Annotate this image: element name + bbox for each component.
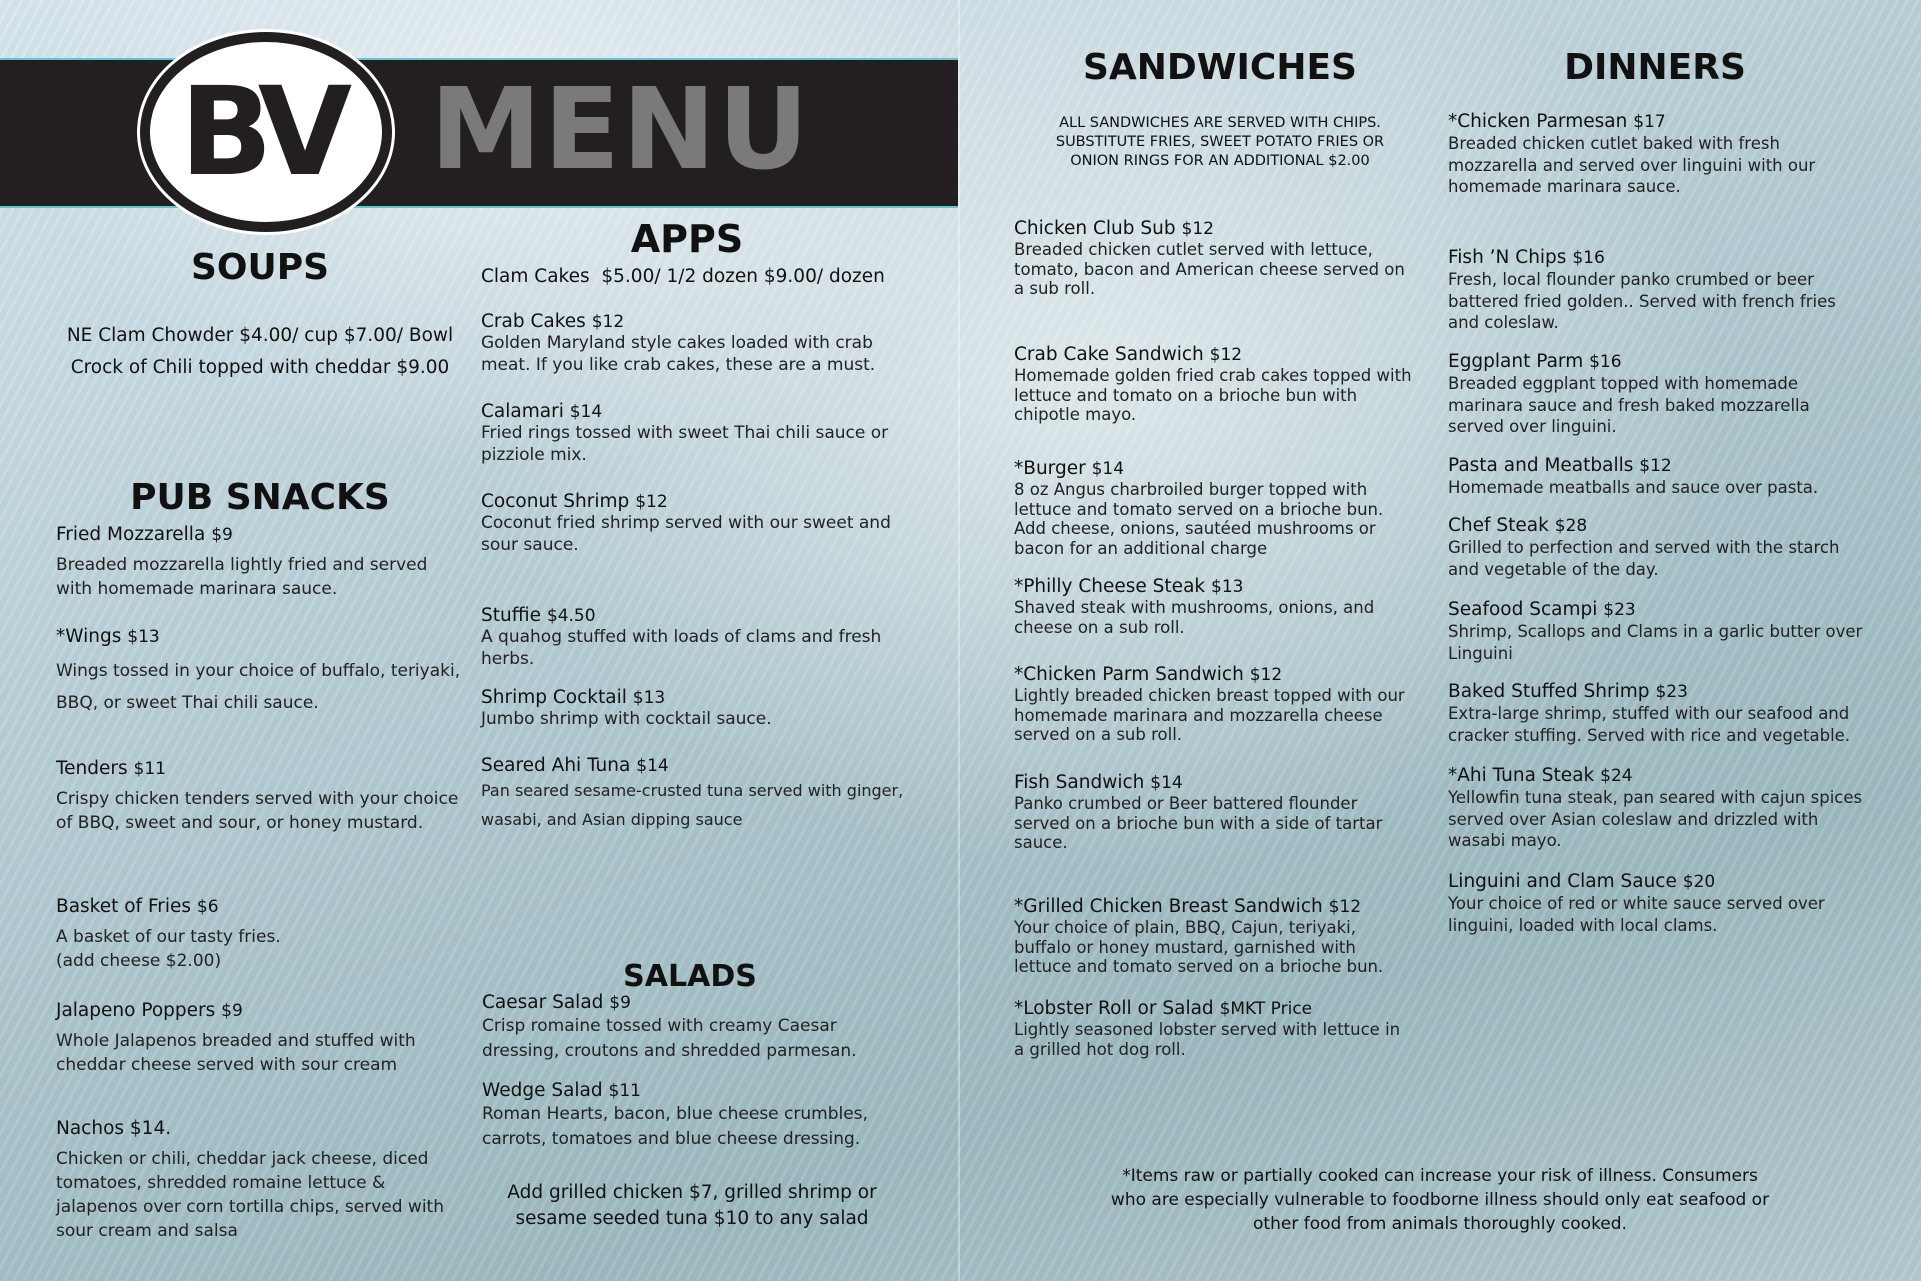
item-name: *Chicken Parm Sandwich <box>1014 664 1244 685</box>
item-desc: Homemade meatballs and sauce over pasta. <box>1448 478 1819 498</box>
menu-item <box>481 491 911 605</box>
item-price: $12 <box>1181 219 1214 239</box>
item-price: $20 <box>1682 872 1716 892</box>
soup-line: Crock of Chili topped with cheddar $9.00 <box>70 357 450 379</box>
menu-item <box>1014 998 1414 1059</box>
item-name: Coconut Shrimp <box>481 491 630 512</box>
item-desc: Golden Maryland style cakes loaded with crab meat. If you like crab cakes, these are a must. <box>481 333 876 375</box>
item-desc: Wings tossed in your choice of buffalo, teriyaki, BBQ, or sweet Thai chili sauce. <box>56 661 461 713</box>
item-desc: Breaded chicken cutlet served with lettuce, tomato, bacon and American cheese served on a sub roll. <box>1014 240 1405 299</box>
menu-item <box>1448 871 1868 936</box>
item-price: $12 <box>1328 897 1362 917</box>
menu-item <box>482 992 912 1080</box>
menu-item <box>56 1000 466 1118</box>
item-name: Linguini and Clam Sauce <box>1448 871 1677 892</box>
pub-snacks-list <box>56 524 466 1243</box>
panel-divider <box>958 0 960 1281</box>
menu-item <box>1448 765 1868 871</box>
menu-item <box>1014 896 1414 998</box>
menu-item <box>1014 664 1414 772</box>
bv-logo <box>140 32 392 232</box>
item-name: *Ahi Tuna Steak <box>1448 765 1595 786</box>
item-name: Fish Sandwich <box>1014 772 1145 793</box>
menu-item <box>481 605 911 687</box>
item-name: Seared Ahi Tuna <box>481 755 631 776</box>
item-desc: Shrimp, Scallops and Clams in a garlic butter over Linguini <box>1448 622 1863 663</box>
item-price: $14 <box>1091 459 1125 479</box>
item-name: Eggplant Parm <box>1448 351 1584 372</box>
item-price: $MKT Price <box>1219 999 1313 1019</box>
item-desc: Yellowfin tuna steak, pan seared with cajun spices served over Asian coleslaw and drizzled with wasabi mayo. <box>1448 788 1863 851</box>
item-price: $12 <box>591 312 625 332</box>
menu-item <box>1014 218 1414 344</box>
menu-item <box>1014 576 1414 664</box>
menu-item <box>1014 458 1414 576</box>
item-name: *Lobster Roll or Salad <box>1014 998 1214 1019</box>
menu-item <box>56 758 466 896</box>
item-price: $11 <box>608 1081 641 1101</box>
menu-item <box>481 755 911 835</box>
item-name: Tenders <box>56 758 128 779</box>
apps-list <box>481 266 911 835</box>
salads-heading: SALADS <box>623 959 757 994</box>
menu-item <box>481 401 911 491</box>
item-desc: Breaded chicken cutlet baked with fresh mozzarella and served over linguini with our homemade marinara sauce. <box>1448 134 1816 197</box>
item-price: $13 <box>632 688 666 708</box>
item-desc: Your choice of red or white sauce served over linguini, loaded with local clams. <box>1448 894 1825 935</box>
item-desc: Breaded eggplant topped with homemade marinara sauce and fresh baked mozzarella served over linguini. <box>1448 374 1810 437</box>
item-name: Jalapeno Poppers <box>56 1000 216 1021</box>
menu-item <box>1448 111 1868 247</box>
dinners-heading: DINNERS <box>1564 47 1746 88</box>
item-price: $28 <box>1554 516 1588 536</box>
item-desc: Lightly breaded chicken breast topped with our homemade marinara and mozzarella cheese served on a sub roll. <box>1014 686 1405 745</box>
item-price: $9 <box>609 993 631 1013</box>
menu-item <box>56 524 466 626</box>
menu-item <box>481 266 911 311</box>
item-name: Clam Cakes <box>481 266 590 287</box>
item-price: $17 <box>1633 112 1666 132</box>
item-desc: Chicken or chili, cheddar jack cheese, diced tomatoes, shredded romaine lettuce & jalapenos over corn tortilla chips, served with sour cream and salsa <box>56 1149 444 1241</box>
item-price: $12 <box>1209 345 1243 365</box>
dinners-list <box>1448 111 1868 936</box>
item-desc: Grilled to perfection and served with the starch and vegetable of the day. <box>1448 538 1840 579</box>
item-desc: Pan seared sesame-crusted tuna served with ginger, wasabi, and Asian dipping sauce <box>481 781 904 829</box>
item-name: Shrimp Cocktail <box>481 687 627 708</box>
item-price: $9 <box>221 1001 243 1021</box>
item-price: $9 <box>211 525 233 545</box>
item-desc: Breaded mozzarella lightly fried and served with homemade marinara sauce. <box>56 555 428 599</box>
menu-item <box>481 687 911 755</box>
item-desc: Crispy chicken tenders served with your choice of BBQ, sweet and sour, or honey mustard. <box>56 789 459 833</box>
item-name: Nachos $14. <box>56 1118 172 1139</box>
menu-item <box>481 311 911 401</box>
item-price: $4.50 <box>546 606 596 626</box>
item-price: $11 <box>133 759 166 779</box>
menu-item <box>56 1118 466 1243</box>
menu-item <box>1448 599 1868 681</box>
menu-item <box>1448 351 1868 455</box>
item-desc: Jumbo shrimp with cocktail sauce. <box>481 709 772 730</box>
item-name: Stuffie <box>481 605 541 626</box>
item-desc: Homemade golden fried crab cakes topped with lettuce and tomato on a brioche bun with chipotle mayo. <box>1014 366 1412 425</box>
item-desc: Shaved steak with mushrooms, onions, and cheese on a sub roll. <box>1014 598 1375 637</box>
pub-snacks-heading: PUB SNACKS <box>130 477 390 518</box>
item-price: $13 <box>127 627 160 647</box>
item-name: Calamari <box>481 401 564 422</box>
item-desc: Lightly seasoned lobster served with lettuce in a grilled hot dog roll. <box>1014 1020 1401 1059</box>
item-price: $23 <box>1603 600 1636 620</box>
sandwiches-list <box>1014 218 1414 1059</box>
menu-item <box>1014 772 1414 896</box>
salad-addon-note: Add grilled chicken $7, grilled shrimp or sesame seeded tuna $10 to any salad <box>507 1182 877 1229</box>
item-name: Chicken Club Sub <box>1014 218 1176 239</box>
soup-line: NE Clam Chowder $4.00/ cup $7.00/ Bowl <box>66 325 454 346</box>
item-name: Caesar Salad <box>482 992 604 1013</box>
item-desc: Whole Jalapenos breaded and stuffed with cheddar cheese served with sour cream <box>56 1031 416 1075</box>
food-safety-disclaimer: *Items raw or partially cooked can increase your risk of illness. Consumers who are especially vulnerable to foodborne illness should only eat seafood or other food from animals thoroughly cooked. <box>1110 1166 1770 1234</box>
menu-item <box>1448 515 1868 599</box>
item-price: $14 <box>569 402 603 422</box>
menu-title: MENU <box>430 65 811 195</box>
item-price: $23 <box>1655 682 1688 702</box>
item-name: Seafood Scampi <box>1448 599 1598 620</box>
item-desc: Fresh, local flounder panko crumbed or beer battered fried golden.. Served with french fries and coleslaw. <box>1448 270 1836 333</box>
soups-list <box>60 320 460 385</box>
item-desc: A quahog stuffed with loads of clams and fresh herbs. <box>481 627 882 669</box>
item-name: *Philly Cheese Steak <box>1014 576 1206 597</box>
menu-item <box>1448 681 1868 765</box>
item-name: *Burger <box>1014 458 1086 479</box>
item-price: $16 <box>1589 352 1622 372</box>
item-name: Fish ’N Chips <box>1448 247 1567 268</box>
logo-text: BV <box>179 61 343 203</box>
item-name: *Chicken Parmesan <box>1448 111 1628 132</box>
item-price: $14 <box>1150 773 1183 793</box>
item-desc: A basket of our tasty fries. (add cheese $2.00) <box>56 927 281 971</box>
menu-item <box>1448 247 1868 351</box>
item-name: Fried Mozzarella <box>56 524 206 545</box>
item-price: $12 <box>635 492 668 512</box>
item-name: Basket of Fries <box>56 896 192 917</box>
item-name: Crab Cakes <box>481 311 586 332</box>
soups-heading: SOUPS <box>190 247 330 288</box>
item-desc: Roman Hearts, bacon, blue cheese crumbles, carrots, tomatoes and blue cheese dressing. <box>482 1104 868 1149</box>
item-desc: 8 oz Angus charbroiled burger topped with lettuce and tomato served on a brioche bun. Add cheese, onions, sautéed mushrooms or bacon for an additional charge <box>1014 480 1384 558</box>
item-desc: Coconut fried shrimp served with our sweet and sour sauce. <box>481 513 891 555</box>
item-price: $12 <box>1249 665 1283 685</box>
item-desc: Crisp romaine tossed with creamy Caesar dressing, croutons and shredded parmesan. <box>482 1016 857 1061</box>
item-desc: Extra-large shrimp, stuffed with our seafood and cracker stuffing. Served with rice and vegetable. <box>1448 704 1851 745</box>
item-price: $16 <box>1572 248 1605 268</box>
apps-heading: APPS <box>630 217 744 261</box>
item-name: Wedge Salad <box>482 1080 603 1101</box>
menu-item <box>1448 455 1868 515</box>
item-name: Pasta and Meatballs <box>1448 455 1634 476</box>
item-price: $12 <box>1639 456 1672 476</box>
sandwiches-note: ALL SANDWICHES ARE SERVED WITH CHIPS. SUBSTITUTE FRIES, SWEET POTATO FRIES OR ONION RINGS FOR AN ADDITIONAL $2.00 <box>1055 115 1385 169</box>
salads-list <box>482 992 912 1151</box>
menu-item <box>1014 344 1414 458</box>
item-price: $14 <box>636 756 669 776</box>
menu-item <box>56 626 466 758</box>
sandwiches-heading: SANDWICHES <box>1083 47 1357 88</box>
item-name: Chef Steak <box>1448 515 1549 536</box>
item-name: *Grilled Chicken Breast Sandwich <box>1014 896 1323 917</box>
item-name: Baked Stuffed Shrimp <box>1448 681 1650 702</box>
item-price: $24 <box>1600 766 1633 786</box>
item-desc: Panko crumbed or Beer battered flounder served on a brioche bun with a side of tartar sauce. <box>1014 794 1383 853</box>
item-price: $13 <box>1211 577 1244 597</box>
item-name: Crab Cake Sandwich <box>1014 344 1204 365</box>
menu-item <box>56 896 466 1000</box>
item-desc: Your choice of plain, BBQ, Cajun, teriyaki, buffalo or honey mustard, garnished with lettuce and tomato served on a brioche bun. <box>1014 918 1384 977</box>
item-desc: Fried rings tossed with sweet Thai chili sauce or pizziole mix. <box>481 423 889 465</box>
menu-item <box>482 1080 912 1151</box>
item-price: $5.00/ 1/2 dozen $9.00/ dozen <box>601 266 885 287</box>
item-name: *Wings <box>56 626 122 647</box>
item-price: $6 <box>196 897 219 917</box>
